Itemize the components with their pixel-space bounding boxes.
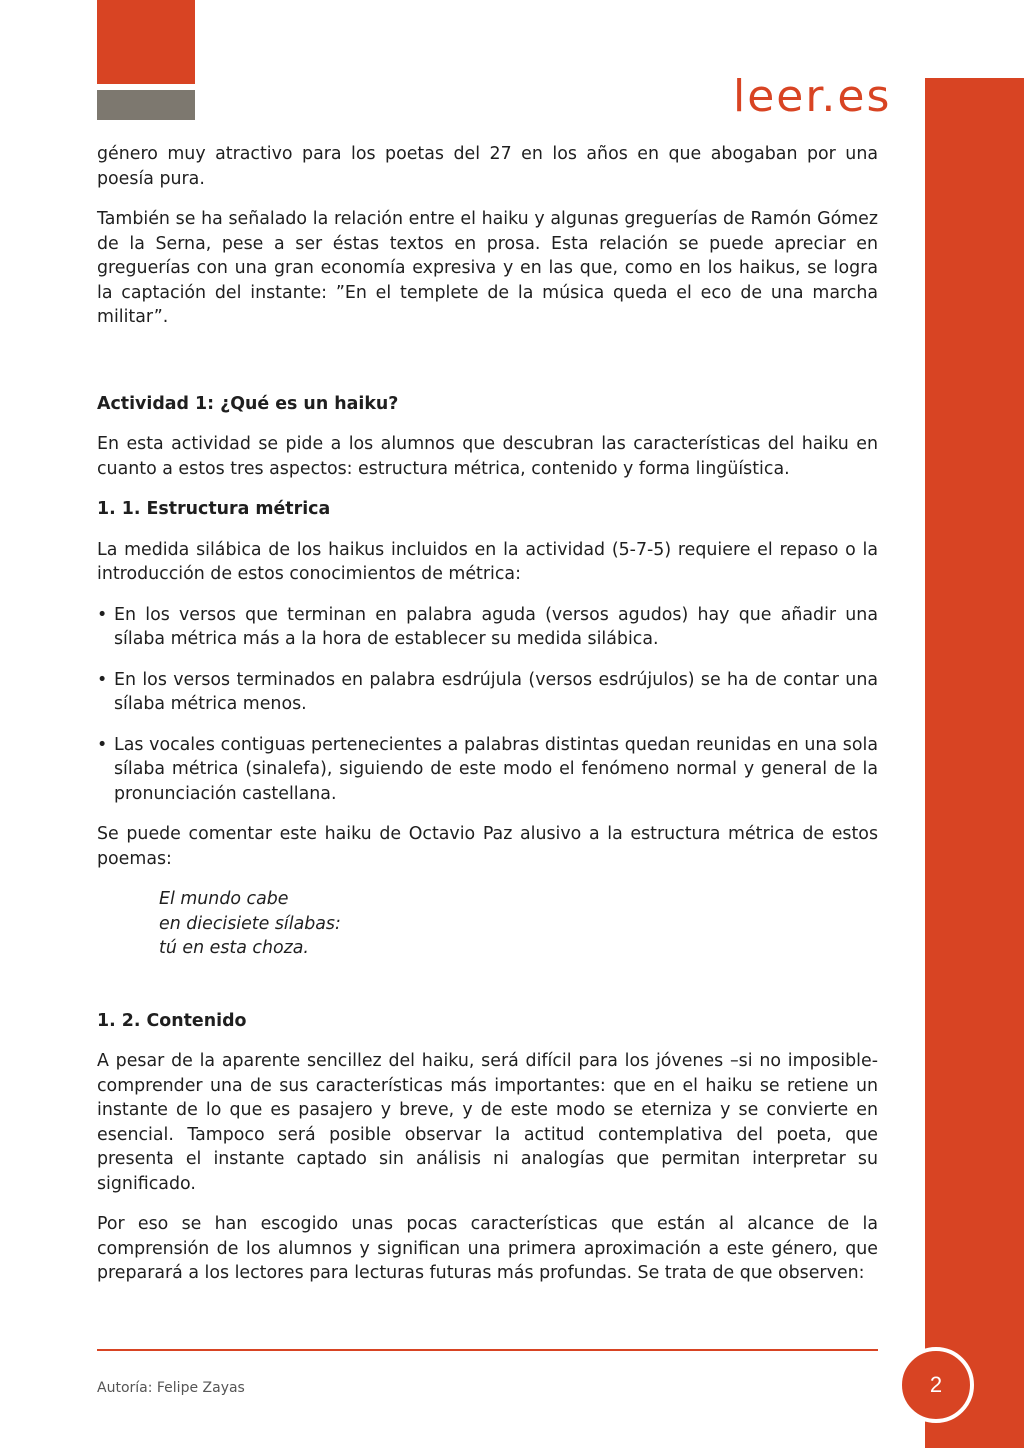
bullet-list [97,603,878,807]
poem-line: tú en esta choza. [159,938,309,958]
footer-divider [97,1349,878,1351]
paragraph: La medida silábica de los haikus incluidos en la actividad (5-7-5) requiere el repaso o la introducción de estos conocimientos de métrica: [97,539,878,584]
paragraph: género muy atractivo para los poetas del 27 en los años en que abogaban por una poesía pura. [97,144,878,189]
paragraph: Por eso se han escogido unas pocas características que están al alcance de la comprensión de los alumnos y significan una primera aproximación a este género, que preparará a los lectores para lecturas futuras más profundas. Se trata de que observen: [97,1214,878,1283]
author-credit: Autoría: Felipe Zayas [97,1380,245,1396]
paragraph: Se puede comentar este haiku de Octavio Paz alusivo a la estructura métrica de estos poemas: [97,824,878,869]
bullet-icon: • [97,734,108,755]
site-logo[interactable]: leer.es [733,71,892,122]
paragraph: En esta actividad se pide a los alumnos que descubran las características del haiku en cuanto a estos tres aspectos: estructura métrica, contenido y forma lingüística. [97,434,878,479]
spacer [97,977,878,1009]
section-heading-activity: Actividad 1: ¿Qué es un haiku? [97,393,399,414]
document-body [97,142,878,1302]
list-item-text: En los versos terminados en palabra esdrújula (versos esdrújulos) se ha de contar una sílaba métrica menos. [114,669,878,714]
paragraph: A pesar de la aparente sencillez del haiku, será difícil para los jóvenes –si no imposible- comprender una de sus características más importantes: que en el haiku se retiene un instante de lo que es pasajero y breve, y de este modo se eterniza y se convierte en esencial. Tampoco será posible observar la actitud contemplativa del poeta, que presenta el instante captado sin análisis ni analogías que permitan interpretar su significado. [97,1051,878,1194]
poem-line: en diecisiete sílabas: [159,913,341,934]
paragraph: También se ha señalado la relación entre el haiku y algunas greguerías de Ramón Gómez de la Serna, pese a ser éstas textos en prosa. Esta relación se puede apreciar en greguerías con una gran economía expresiva y en las que, como en los haikus, se logra la captación del instante: ”En el templete de la música queda el eco de una marcha militar”. [97,209,878,327]
list-item-text: En los versos que terminan en palabra aguda (versos agudos) hay que añadir una sílaba métrica más a la hora de establecer su medida silábica. [114,604,878,649]
list-item [97,668,878,717]
list-item-text: Las vocales contiguas pertenecientes a palabras distintas quedan reunidas en una sola sílaba métrica (sinalefa), siguiendo de este modo el fenómeno normal y general de la pronunciación castellana. [114,734,878,804]
list-item [97,603,878,652]
section-heading-metric-structure: 1. 1. Estructura métrica [97,499,331,519]
header-gray-block [97,90,195,120]
page-number-badge [898,1347,974,1423]
haiku-poem [159,887,878,961]
page-number: 2 [929,1372,943,1397]
header-orange-block [97,0,195,84]
section-heading-content: 1. 2. Contenido [97,1010,247,1031]
right-accent-bar [925,78,1024,1448]
spacer [97,346,878,392]
bullet-icon: • [97,669,108,690]
bullet-icon: • [97,604,108,625]
poem-line: El mundo cabe [159,889,289,909]
list-item [97,733,878,807]
